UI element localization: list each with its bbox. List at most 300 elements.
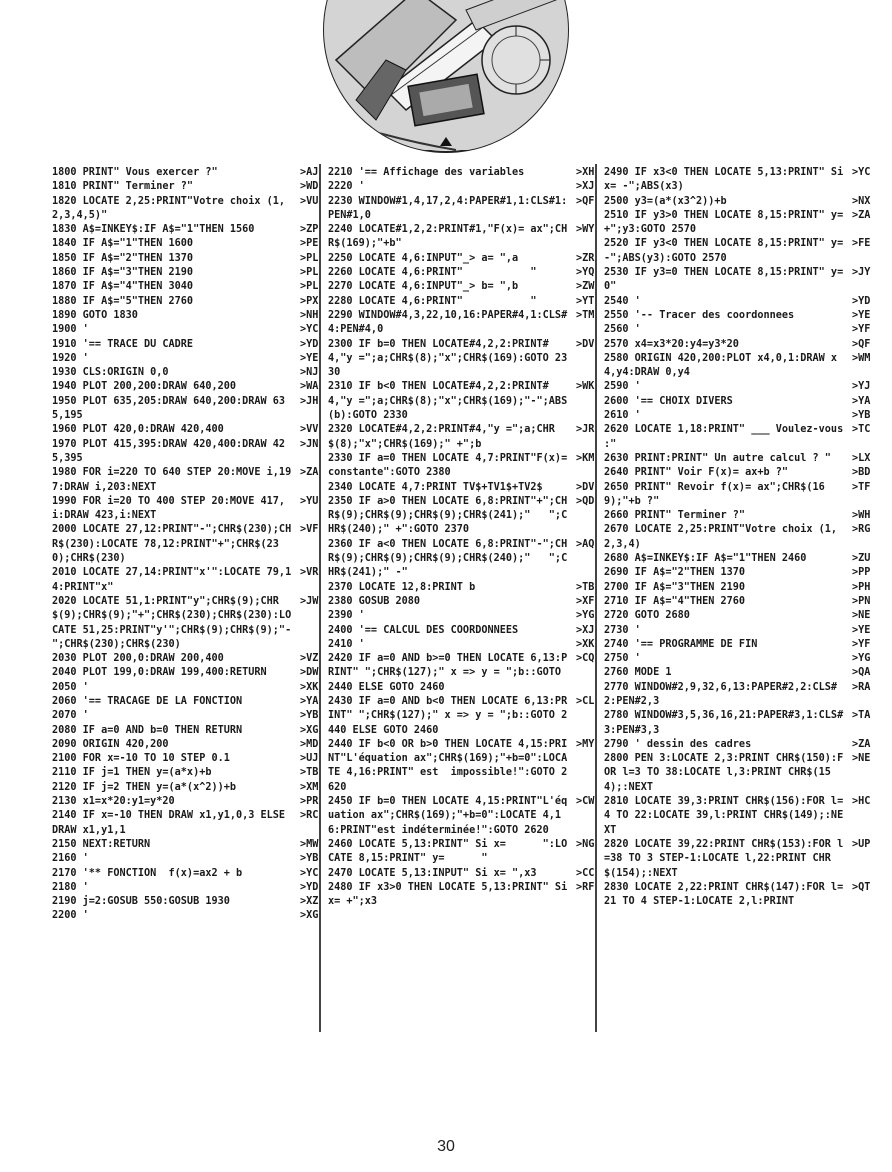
checksum: >PE [300, 238, 319, 250]
checksum: >PL [300, 281, 319, 293]
code-text: 2490 IF x3<0 THEN LOCATE 5,13:PRINT" Si x= -";ABS(x3) [604, 167, 850, 193]
checksum: >XZ [300, 896, 319, 908]
checksum: >CQ [576, 653, 595, 665]
code-text: 1840 IF A$="1"THEN 1600 [52, 238, 194, 250]
code-line [52, 666, 330, 680]
code-text: 2250 LOCATE 4,6:INPUT"_> a= ",a [328, 252, 519, 264]
code-text: 1920 ' [52, 352, 89, 364]
code-line [52, 709, 330, 723]
code-line [328, 266, 606, 280]
code-line [604, 423, 882, 452]
checksum: >MD [300, 738, 319, 750]
code-text: 1820 LOCATE 2,25:PRINT"Votre choix (1,2,3,4,5)" [52, 195, 286, 221]
code-text: 1850 IF A$="2"THEN 1370 [52, 252, 194, 264]
code-line [328, 338, 606, 381]
code-line [328, 180, 606, 194]
checksum: >KM [576, 452, 595, 464]
code-line [328, 838, 606, 867]
code-line [328, 423, 606, 452]
code-text: 2200 ' [52, 910, 89, 922]
checksum: >CC [576, 867, 595, 879]
checksum: >TC [852, 424, 871, 436]
code-line [604, 738, 882, 752]
code-text: 2040 PLOT 199,0:DRAW 199,400:RETURN [52, 667, 267, 679]
checksum: >QT [852, 881, 871, 893]
code-line [328, 695, 606, 738]
checksum: >DW [300, 667, 319, 679]
code-line [604, 566, 882, 580]
checksum: >XM [300, 781, 319, 793]
code-text: 2670 LOCATE 2,25:PRINT"Votre choix (1,2,3,4) [604, 524, 838, 550]
code-text: 2380 GOSUB 2080 [328, 595, 421, 607]
checksum: >BD [852, 467, 871, 479]
code-text: 2100 FOR x=-10 TO 10 STEP 0.1 [52, 753, 230, 765]
code-line [52, 237, 330, 251]
checksum: >MY [576, 738, 595, 750]
checksum: >RG [852, 524, 871, 536]
code-line [328, 223, 606, 252]
code-line [328, 166, 606, 180]
code-text: 2260 LOCATE 4,6:PRINT" " [328, 267, 537, 279]
checksum: >WM [852, 352, 871, 364]
checksum: >CL [576, 695, 595, 707]
code-line [604, 523, 882, 552]
code-text: 2540 ' [604, 295, 641, 307]
code-line [328, 380, 606, 423]
code-line [604, 266, 882, 295]
checksum: >QF [852, 338, 871, 350]
code-line [52, 652, 330, 666]
code-text: 1980 FOR i=220 TO 640 STEP 20:MOVE i,197:DRAW i,203:NEXT [52, 467, 292, 493]
code-text: 2020 LOCATE 51,1:PRINT"y";CHR$(9);CHR$(9);CHR$(9);"+";CHR$(230);CHR$(230):LOCATE 51,25:PRINT"y'";CHR$(9);CHR$(9);"-";CHR$(230);CHR$(230) [52, 595, 292, 650]
code-text: 2390 ' [328, 610, 365, 622]
code-line [604, 166, 882, 195]
code-text: 2080 IF a=0 AND b=0 THEN RETURN [52, 724, 243, 736]
code-text: 2470 LOCATE 5,13:INPUT" Si x= ",x3 [328, 867, 537, 879]
checksum: >ZA [852, 738, 871, 750]
code-line [604, 237, 882, 266]
code-text: 2210 '== Affichage des variables [328, 167, 525, 178]
code-line [52, 681, 330, 695]
code-line [52, 766, 330, 780]
code-text: 1810 PRINT" Terminer ?" [52, 181, 194, 193]
code-line [52, 323, 330, 337]
code-line [328, 295, 606, 309]
code-text: 2610 ' [604, 410, 641, 422]
code-line [52, 266, 330, 280]
code-text: 2430 IF a=0 AND b<0 THEN LOCATE 6,13:PRINT" ";CHR$(127);" x => y = ";b::GOTO 2440 ELSE GOTO 2460 [328, 695, 568, 736]
checksum: >PL [300, 267, 319, 279]
code-line [328, 609, 606, 623]
code-line [52, 566, 330, 595]
checksum: >QF [576, 195, 595, 207]
checksum: >PL [300, 252, 319, 264]
checksum: >NE [852, 610, 871, 622]
code-text: 1930 CLS:ORIGIN 0,0 [52, 367, 169, 379]
checksum: >ZA [300, 467, 319, 479]
code-text: 2550 '-- Tracer des coordonnees [604, 309, 795, 321]
code-line [328, 595, 606, 609]
checksum: >AQ [576, 538, 595, 550]
code-text: 2680 A$=INKEY$:IF A$="1"THEN 2460 [604, 553, 807, 565]
code-text: 2740 '== PROGRAMME DE FIN [604, 638, 758, 650]
checksum: >PN [852, 595, 871, 607]
code-line [52, 180, 330, 194]
code-line [52, 395, 330, 424]
code-text: 2220 ' [328, 181, 365, 193]
code-text: 1970 PLOT 415,395:DRAW 420,400:DRAW 425,395 [52, 438, 286, 464]
code-line [328, 881, 606, 910]
code-line [52, 738, 330, 752]
code-line [604, 881, 882, 910]
code-text: 2010 LOCATE 27,14:PRINT"x'":LOCATE 79,14:PRINT"x" [52, 567, 292, 593]
checksum: >YE [300, 352, 319, 364]
code-text: 2180 ' [52, 881, 89, 893]
code-text: 2780 WINDOW#3,5,36,16,21:PAPER#3,1:CLS#3:PEN#3,3 [604, 710, 844, 736]
checksum: >DV [576, 338, 595, 350]
checksum: >YE [852, 309, 871, 321]
code-line [604, 595, 882, 609]
code-line [328, 452, 606, 481]
code-line [328, 481, 606, 495]
checksum: >ZU [852, 553, 871, 565]
code-text: 2240 LOCATE#1,2,2:PRINT#1,"F(x)= ax";CHR$(169);"+b" [328, 224, 568, 250]
checksum: >QA [852, 667, 871, 679]
code-text: 1870 IF A$="4"THEN 3040 [52, 281, 194, 293]
code-line [328, 252, 606, 266]
code-line [604, 209, 882, 238]
checksum: >YB [300, 853, 319, 865]
code-text: 1910 '== TRACE DU CADRE [52, 338, 194, 350]
code-line [52, 380, 330, 394]
checksum: >TA [852, 710, 871, 722]
code-line [604, 652, 882, 666]
checksum: >YA [300, 695, 319, 707]
code-line [604, 624, 882, 638]
code-text: 1890 GOTO 1830 [52, 309, 138, 321]
checksum: >VF [300, 524, 319, 536]
code-line [604, 552, 882, 566]
listing-column-2 [328, 166, 606, 909]
code-text: 2330 IF a=0 THEN LOCATE 4,7:PRINT"F(x)= constante":GOTO 2380 [328, 452, 574, 479]
checksum: >NE [852, 753, 871, 765]
code-text: 1830 A$=INKEY$:IF A$="1"THEN 1560 [52, 224, 255, 236]
code-text: 2820 LOCATE 39,22:PRINT CHR$(153):FOR l=38 TO 3 STEP-1:LOCATE l,22:PRINT CHR$(154);:NEXT [604, 838, 844, 879]
checksum: >PR [300, 796, 319, 808]
checksum: >DV [576, 481, 595, 493]
code-text: 2030 PLOT 200,0:DRAW 200,400 [52, 653, 224, 665]
code-text: 2770 WINDOW#2,9,32,6,13:PAPER#2,2:CLS#2:PEN#2,3 [604, 681, 838, 707]
code-line [52, 223, 330, 237]
code-text: 2590 ' [604, 381, 641, 393]
checksum: >PP [852, 567, 871, 579]
code-line [52, 423, 330, 437]
checksum: >XF [576, 595, 595, 607]
checksum: >NG [576, 838, 595, 850]
code-text: 2530 IF y3=0 THEN LOCATE 8,15:PRINT" y= 0" [604, 267, 850, 293]
code-text: 2810 LOCATE 39,3:PRINT CHR$(156):FOR l=4 TO 22:LOCATE 39,l:PRINT CHR$(149);:NEXT [604, 796, 844, 836]
code-line [52, 724, 330, 738]
checksum: >YF [852, 324, 871, 336]
code-line [604, 609, 882, 623]
checksum: >NH [300, 309, 319, 321]
code-text: 2510 IF y3>0 THEN LOCATE 8,15:PRINT" y= +";y3:GOTO 2570 [604, 209, 850, 236]
code-line [52, 366, 330, 380]
code-text: 2790 ' dessin des cadres [604, 738, 752, 750]
code-text: 2720 GOTO 2680 [604, 610, 690, 622]
checksum: >UJ [300, 753, 319, 765]
code-line [52, 795, 330, 809]
checksum: >YE [852, 624, 871, 636]
checksum: >RA [852, 681, 871, 693]
checksum: >YF [852, 638, 871, 650]
code-text: 2340 LOCATE 4,7:PRINT TV$+TV1$+TV2$ [328, 481, 543, 493]
drawing-tools-illustration [296, 0, 596, 160]
checksum: >JY [852, 267, 871, 279]
code-line [52, 280, 330, 294]
checksum: >NJ [300, 367, 319, 379]
checksum: >WA [300, 381, 319, 393]
code-text: 2750 ' [604, 653, 641, 665]
code-text: 2580 ORIGIN 420,200:PLOT x4,0,1:DRAW x4,y4:DRAW 0,y4 [604, 352, 838, 379]
code-line [604, 409, 882, 423]
code-text: 2060 '== TRACAGE DE LA FONCTION [52, 695, 243, 707]
code-line [52, 195, 330, 224]
checksum: >NX [852, 195, 871, 207]
checksum: >VR [300, 567, 319, 579]
code-line [52, 752, 330, 766]
checksum: >YD [852, 295, 871, 307]
checksum: >YA [852, 395, 871, 407]
code-text: 2320 LOCATE#4,2,2:PRINT#4,"y =";a;CHR$(8);"x";CHR$(169);" +";b [328, 424, 555, 450]
checksum: >MW [300, 838, 319, 850]
code-text: 2460 LOCATE 5,13:PRINT" Si x= ":LOCATE 8,15:PRINT" y= " [328, 838, 568, 865]
code-text: 2120 IF j=2 THEN y=(a*(x^2))+b [52, 781, 237, 793]
checksum: >JN [300, 438, 319, 450]
checksum: >YB [300, 710, 319, 722]
code-line [328, 495, 606, 538]
code-text: 2280 LOCATE 4,6:PRINT" " [328, 295, 537, 307]
code-text: 2300 IF b=0 THEN LOCATE#4,2,2:PRINT#4,"y =";a;CHR$(8);"x";CHR$(169):GOTO 2330 [328, 338, 568, 379]
code-line [52, 166, 330, 180]
code-text: 1940 PLOT 200,200:DRAW 640,200 [52, 381, 237, 393]
code-text: 2360 IF a<0 THEN LOCATE 6,8:PRINT"-";CHR$(9);CHR$(9);CHR$(9);CHR$(240);" ";CHR$(241);" -" [328, 538, 568, 579]
code-text: 2500 y3=(a*(x3^2))+b [604, 195, 727, 207]
code-text: 1860 IF A$="3"THEN 2190 [52, 267, 194, 279]
code-line [604, 309, 882, 323]
checksum: >JW [300, 595, 319, 607]
checksum: >XJ [576, 181, 595, 193]
code-line [52, 909, 330, 923]
code-line [52, 523, 330, 566]
checksum: >VV [300, 424, 319, 436]
code-text: 2450 IF b=0 THEN LOCATE 4,15:PRINT"L'équation ax";CHR$(169);"+b=0":LOCATE 4,16:PRINT"est indéterminée!":GOTO 2620 [328, 796, 568, 836]
code-line [604, 338, 882, 352]
code-text: 2640 PRINT" Voir F(x)= ax+b ?" [604, 467, 789, 479]
checksum: >RF [576, 881, 595, 893]
code-text: 2700 IF A$="3"THEN 2190 [604, 581, 746, 593]
checksum: >TB [300, 767, 319, 779]
code-line [328, 280, 606, 294]
checksum: >VZ [300, 653, 319, 665]
checksum: >XG [300, 910, 319, 922]
code-line [604, 666, 882, 680]
checksum: >ZR [576, 252, 595, 264]
checksum: >YQ [576, 267, 595, 279]
code-text: 2170 '** FONCTION f(x)=ax2 + b [52, 867, 243, 879]
code-line [52, 881, 330, 895]
code-text: 1880 IF A$="5"THEN 2760 [52, 295, 194, 307]
checksum: >WY [576, 224, 595, 236]
code-text: 2410 ' [328, 638, 365, 650]
code-line [328, 309, 606, 338]
code-text: 2620 LOCATE 1,18:PRINT" ___ Voulez-vous :" [604, 424, 850, 450]
checksum: >XJ [576, 624, 595, 636]
code-line [52, 295, 330, 309]
code-text: 2130 x1=x*20:y1=y*20 [52, 796, 175, 808]
checksum: >XH [576, 167, 595, 178]
code-text: 2650 PRINT" Revoir f(x)= ax";CHR$(169);"+b ?" [604, 481, 825, 507]
code-text: 2420 IF a=0 AND b>=0 THEN LOCATE 6,13:PRINT" ";CHR$(127);" x => y = ";b::GOTO 2440 ELSE GOTO 2460 [328, 653, 568, 693]
code-line [604, 395, 882, 409]
code-line [328, 195, 606, 224]
checksum: >AJ [300, 167, 319, 178]
code-line [52, 781, 330, 795]
code-text: 2560 ' [604, 324, 641, 336]
code-text: 2050 ' [52, 681, 89, 693]
code-line [604, 195, 882, 209]
code-text: 2290 WINDOW#4,3,22,10,16:PAPER#4,1:CLS#4:PEN#4,0 [328, 309, 568, 336]
code-line [52, 495, 330, 524]
code-line [604, 709, 882, 738]
code-line [604, 838, 882, 881]
code-text: 2150 NEXT:RETURN [52, 838, 151, 850]
code-line [52, 595, 330, 652]
listing-column-1 [52, 166, 330, 924]
code-text: 2600 '== CHOIX DIVERS [604, 395, 733, 407]
checksum: >YJ [852, 381, 871, 393]
code-line [52, 895, 330, 909]
checksum: >CW [576, 796, 595, 808]
code-line [328, 867, 606, 881]
checksum: >YC [300, 324, 319, 336]
checksum: >QD [576, 495, 595, 507]
code-text: 1900 ' [52, 324, 89, 336]
code-line [328, 738, 606, 795]
checksum: >TB [576, 581, 595, 593]
code-text: 1960 PLOT 420,0:DRAW 420,400 [52, 424, 224, 436]
code-text: 2310 IF b<0 THEN LOCATE#4,2,2:PRINT#4,"y =";a;CHR$(8);"x";CHR$(169);"-";ABS(b):GOTO 2330 [328, 381, 568, 422]
checksum: >ZP [300, 224, 319, 236]
checksum: >YG [576, 610, 595, 622]
checksum: >HC [852, 796, 871, 808]
code-line [328, 538, 606, 581]
code-line [52, 695, 330, 709]
code-line [604, 752, 882, 795]
code-line [52, 352, 330, 366]
code-text: 2690 IF A$="2"THEN 1370 [604, 567, 746, 579]
code-text: 2000 LOCATE 27,12:PRINT"-";CHR$(230);CHR$(230):LOCATE 78,12:PRINT"+";CHR$(230);CHR$(230) [52, 524, 292, 565]
code-text: 2070 ' [52, 710, 89, 722]
code-text: 1800 PRINT" Vous exercer ?" [52, 167, 218, 178]
checksum: >LX [852, 452, 871, 464]
code-line [604, 323, 882, 337]
checksum: >ZA [852, 209, 871, 221]
code-text: 2730 ' [604, 624, 641, 636]
code-line [604, 452, 882, 466]
page-number: 30 [437, 1138, 455, 1155]
code-line [328, 581, 606, 595]
code-line [328, 795, 606, 838]
code-text: 2440 IF b<0 OR b>0 THEN LOCATE 4,15:PRINT"L'équation ax";CHR$(169);"+b=0":LOCATE 4,16:PRINT" est impossible!":GOTO 2620 [328, 738, 568, 793]
code-text: 2800 PEN 3:LOCATE 2,3:PRINT CHR$(150):FOR l=3 TO 38:LOCATE l,3:PRINT CHR$(154);:NEXT [604, 753, 844, 793]
code-line [604, 295, 882, 309]
checksum: >JH [300, 395, 319, 407]
checksum: >ZW [576, 281, 595, 293]
code-line [52, 838, 330, 852]
checksum: >YC [852, 167, 871, 178]
checksum: >YT [576, 295, 595, 307]
code-text: 2660 PRINT" Terminer ?" [604, 510, 746, 522]
checksum: >WH [852, 510, 871, 522]
code-text: 2110 IF j=1 THEN y=(a*x)+b [52, 767, 212, 779]
code-line [604, 466, 882, 480]
checksum: >VU [300, 195, 319, 207]
checksum: >YB [852, 410, 871, 422]
code-text: 2830 LOCATE 2,22:PRINT CHR$(147):FOR l=21 TO 4 STEP-1:LOCATE 2,l:PRINT [604, 881, 844, 908]
code-text: 2190 j=2:GOSUB 550:GOSUB 1930 [52, 896, 230, 908]
code-line [52, 852, 330, 866]
code-text: 2160 ' [52, 853, 89, 865]
code-line [52, 438, 330, 467]
code-text: 2270 LOCATE 4,6:INPUT"_> b= ",b [328, 281, 519, 293]
code-line [52, 338, 330, 352]
code-line [604, 581, 882, 595]
checksum: >YU [300, 495, 319, 507]
code-line [604, 638, 882, 652]
code-text: 2370 LOCATE 12,8:PRINT b [328, 581, 476, 593]
code-line [328, 624, 606, 638]
code-text: 2090 ORIGIN 420,200 [52, 738, 169, 750]
checksum: >RC [300, 810, 319, 822]
code-text: 2140 IF x=-10 THEN DRAW x1,y1,0,3 ELSE DRAW x1,y1,1 [52, 810, 292, 836]
code-line [604, 380, 882, 394]
checksum: >XK [576, 638, 595, 650]
code-line [604, 795, 882, 838]
code-line [52, 809, 330, 838]
checksum: >PH [852, 581, 871, 593]
code-text: 1950 PLOT 635,205:DRAW 640,200:DRAW 635,195 [52, 395, 286, 422]
code-text: 2630 PRINT:PRINT" Un autre calcul ? " [604, 452, 831, 464]
code-line [328, 652, 606, 695]
code-text: 2710 IF A$="4"THEN 2760 [604, 595, 746, 607]
checksum: >WK [576, 381, 595, 393]
code-line [604, 509, 882, 523]
checksum: >XK [300, 681, 319, 693]
code-text: 2570 x4=x3*20:y4=y3*20 [604, 338, 739, 350]
code-text: 2350 IF a>0 THEN LOCATE 6,8:PRINT"+";CHR$(9);CHR$(9);CHR$(9);CHR$(241);" ";CHR$(240);" +":GOTO 2370 [328, 495, 568, 536]
code-line [604, 681, 882, 710]
code-line [52, 252, 330, 266]
checksum: >WD [300, 181, 319, 193]
code-line [604, 481, 882, 510]
checksum: >XG [300, 724, 319, 736]
checksum: >UP [852, 838, 871, 850]
checksum: >YD [300, 881, 319, 893]
code-line [52, 466, 330, 495]
checksum: >YG [852, 653, 871, 665]
checksum: >YC [300, 867, 319, 879]
